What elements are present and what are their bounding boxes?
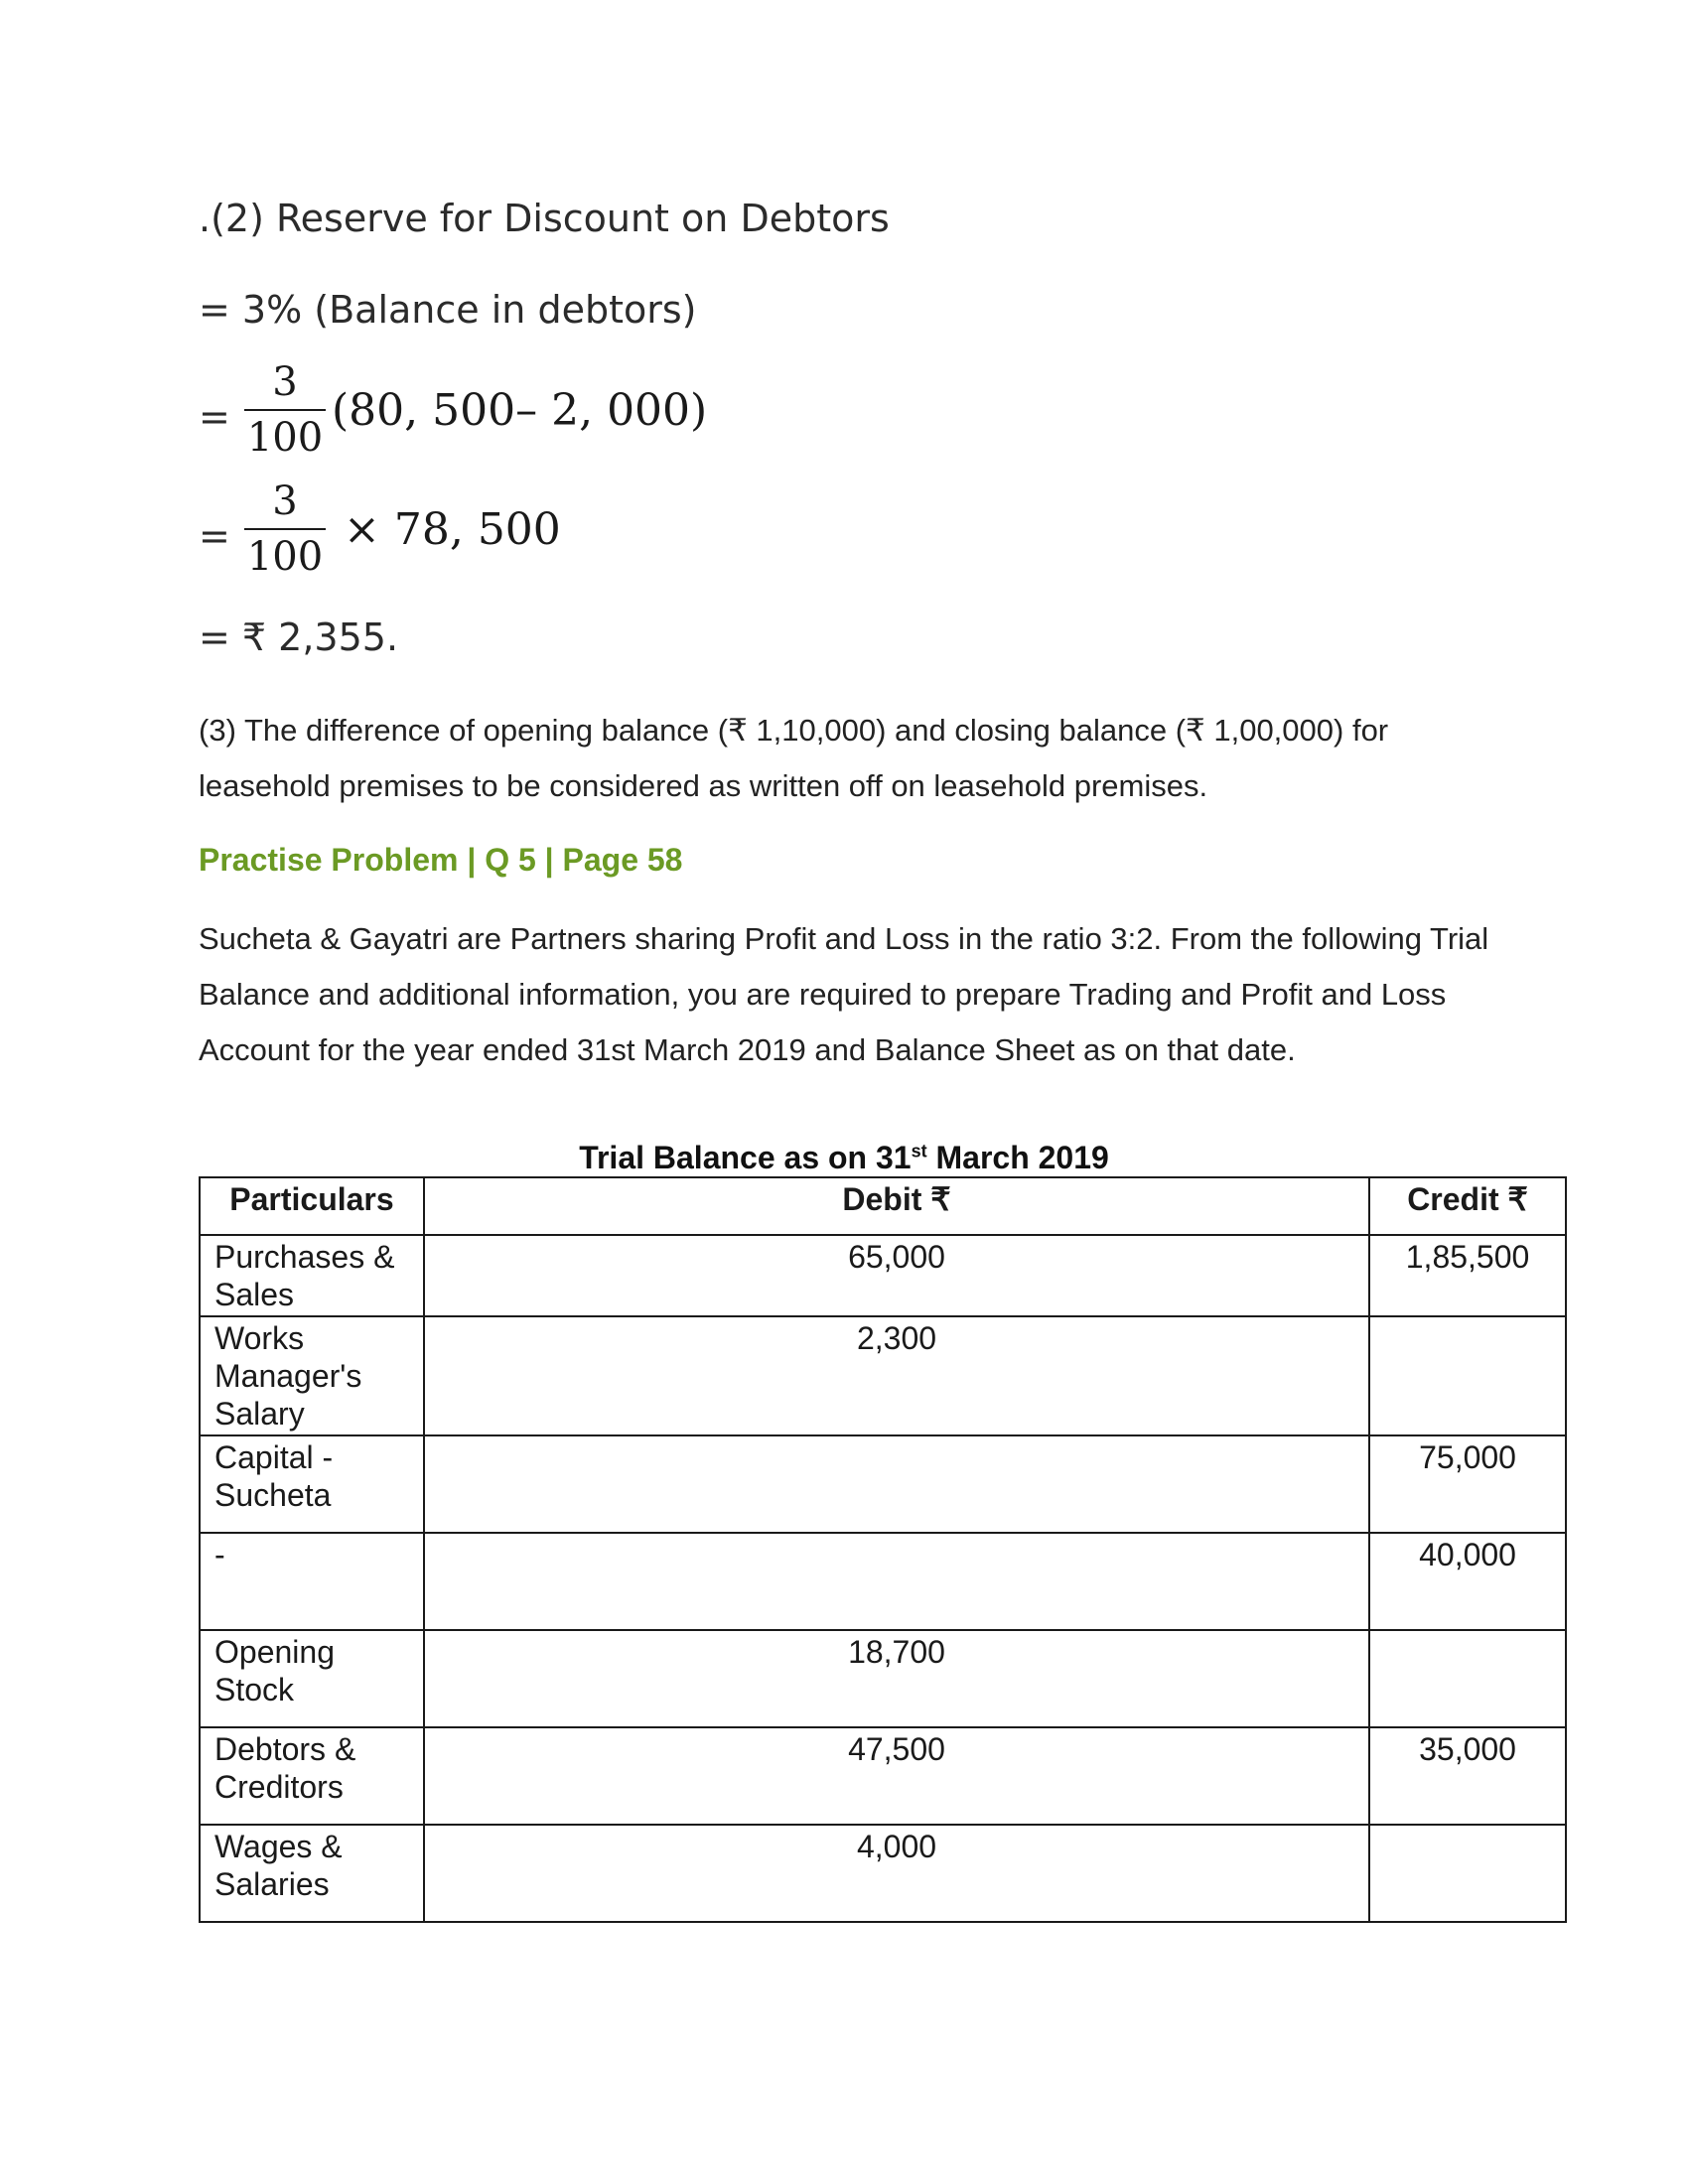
cell-debit: 47,500 <box>424 1727 1369 1825</box>
table-row <box>200 1316 1566 1435</box>
cell-credit: 35,000 <box>1369 1727 1566 1825</box>
table-row <box>200 1533 1566 1630</box>
cell-debit <box>424 1435 1369 1533</box>
problem-title: Practise Problem | Q 5 | Page 58 <box>199 842 683 878</box>
fraction-bar <box>244 528 326 530</box>
section-heading-reserve: .(2) Reserve for Discount on Debtors <box>199 197 890 240</box>
table-row <box>200 1825 1566 1922</box>
cell-credit: 40,000 <box>1369 1533 1566 1630</box>
table-row <box>200 1435 1566 1533</box>
fraction-1 <box>244 359 326 461</box>
equals-sign-1: = <box>199 395 230 439</box>
equals-sign-2: = <box>199 514 230 558</box>
fraction-bar <box>244 409 326 411</box>
result-line: = ₹ 2,355. <box>199 615 399 659</box>
cell-debit: 4,000 <box>424 1825 1369 1922</box>
caption-superscript: st <box>911 1141 927 1161</box>
cell-credit: 1,85,500 <box>1369 1235 1566 1316</box>
table-caption <box>199 1140 1489 1176</box>
fraction-denominator: 100 <box>246 415 324 461</box>
expression-2: × 78, 500 <box>344 504 561 555</box>
cell-credit <box>1369 1630 1566 1727</box>
cell-credit: 75,000 <box>1369 1435 1566 1533</box>
header-debit: Debit ₹ <box>424 1177 1369 1235</box>
fraction-numerator: 3 <box>272 478 298 524</box>
cell-credit <box>1369 1825 1566 1922</box>
header-particulars: Particulars <box>200 1177 424 1235</box>
table-header-row <box>200 1177 1566 1235</box>
cell-debit: 2,300 <box>424 1316 1369 1435</box>
note-3-paragraph: (3) The difference of opening balance (₹ 1,10,000) and closing balance (₹ 1,00,000) for leasehold premises to be considered as written off on leasehold premises. <box>199 713 1389 803</box>
problem-statement: Sucheta & Gayatri are Partners sharing Profit and Loss in the ratio 3:2. From the following Trial Balance and additional information, you are required to prepare Trading and Profit and Loss Account for the year ended 31st March 2019 and Balance Sheet as on that date. <box>199 921 1489 1067</box>
cell-particulars: - <box>200 1533 424 1630</box>
cell-particulars: Capital - Sucheta <box>200 1435 424 1533</box>
fraction-2 <box>244 478 326 580</box>
expression-1: (80, 500– 2, 000) <box>332 385 708 436</box>
cell-particulars: Debtors & Creditors <box>200 1727 424 1825</box>
table-row <box>200 1727 1566 1825</box>
header-credit: Credit ₹ <box>1369 1177 1566 1235</box>
trial-balance-table <box>199 1176 1567 1923</box>
caption-main: Trial Balance as on 31 <box>579 1140 912 1175</box>
cell-particulars: Opening Stock <box>200 1630 424 1727</box>
cell-debit: 65,000 <box>424 1235 1369 1316</box>
cell-debit <box>424 1533 1369 1630</box>
cell-particulars: Wages & Salaries <box>200 1825 424 1922</box>
cell-particulars: Purchases & Sales <box>200 1235 424 1316</box>
table-row <box>200 1630 1566 1727</box>
fraction-denominator: 100 <box>246 534 324 580</box>
cell-credit <box>1369 1316 1566 1435</box>
equation-line-1: = 3% (Balance in debtors) <box>199 288 697 332</box>
cell-particulars: Works Manager's Salary <box>200 1316 424 1435</box>
caption-tail: March 2019 <box>926 1140 1109 1175</box>
fraction-numerator: 3 <box>272 359 298 405</box>
table-row <box>200 1235 1566 1316</box>
cell-debit: 18,700 <box>424 1630 1369 1727</box>
